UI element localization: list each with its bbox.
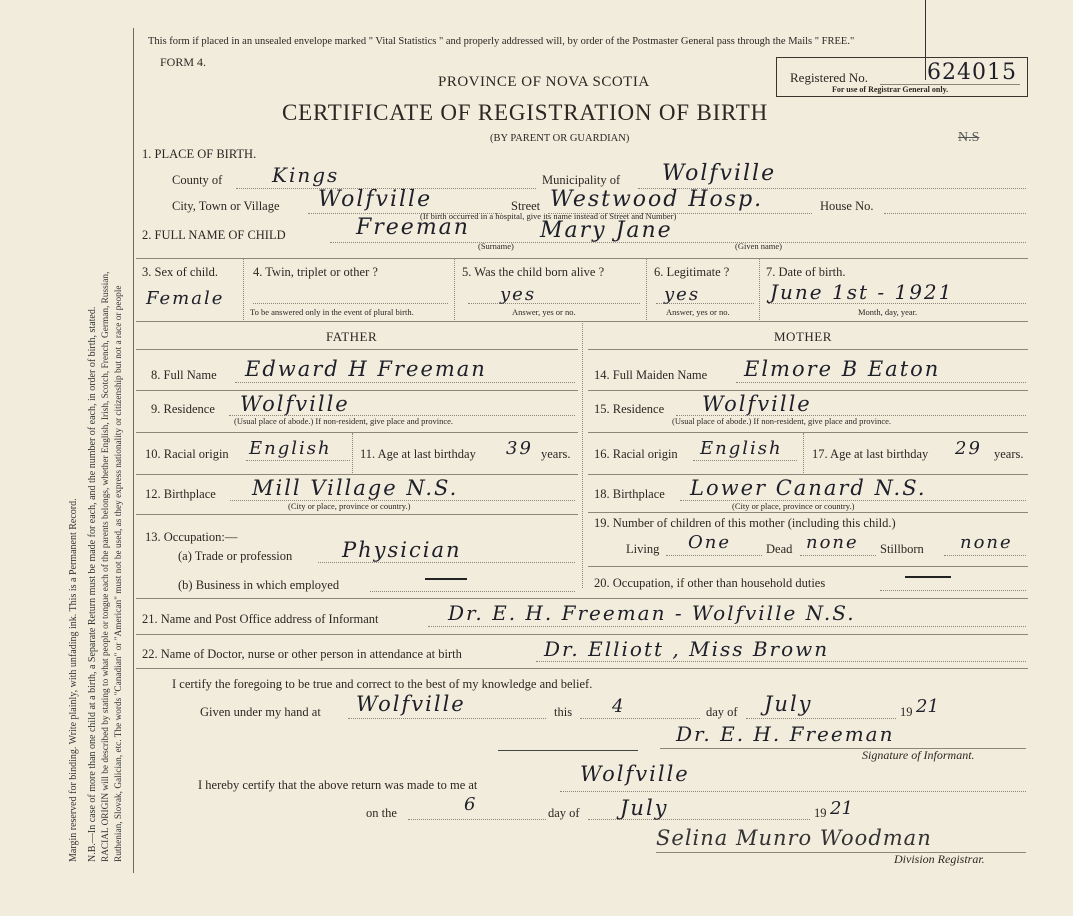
dead-label: Dead (766, 542, 793, 556)
div-3-4 (243, 258, 244, 320)
doctor-label: 22. Name of Doctor, nurse or other person in attendance at birth (142, 647, 462, 661)
div-6-7 (759, 258, 760, 320)
twin-line (253, 303, 448, 304)
registrar-day-of: day of (548, 806, 580, 820)
year-prefix: 19 (900, 705, 913, 719)
mother-residence-value: Wolfville (702, 392, 812, 416)
mother-occ-line (880, 590, 1026, 591)
alive-line (468, 303, 640, 304)
alive-label: 5. Was the child born alive ? (462, 265, 605, 279)
alive-note: Answer, yes or no. (512, 307, 576, 317)
mother-race-label: 16. Racial origin (594, 447, 678, 461)
given-year: 21 (916, 696, 939, 717)
street-label: Street (511, 199, 541, 213)
margin-note-1: Margin reserved for binding. Write plainly, with unfading ink. This is a Permanent Record. (68, 498, 79, 862)
page-subtitle: (BY PARENT OR GUARDIAN) (490, 133, 630, 144)
pen-stroke (925, 0, 926, 80)
given-line (348, 718, 546, 719)
given-day: 4 (612, 696, 626, 717)
month-line (746, 718, 896, 719)
registrar-year-prefix: 19 (814, 806, 827, 820)
father-age-label: 11. Age at last birthday (360, 447, 476, 461)
father-heading: FATHER (326, 329, 378, 344)
certify-statement: I certify the foregoing to be true and correct to the best of my knowledge and belief. (172, 677, 593, 691)
this-label: this (554, 705, 573, 719)
registrar-day: 6 (464, 794, 478, 815)
mother-birthplace-note: (City or place, province or country.) (732, 501, 855, 511)
living-label: Living (626, 542, 660, 556)
mother-birthplace-value: Lower Canard N.S. (690, 476, 927, 500)
stillborn-line (944, 555, 1026, 556)
mother-age-value: 29 (955, 438, 982, 459)
house-label: House No. (820, 199, 874, 213)
province-title: PROVINCE OF NOVA SCOTIA (438, 74, 650, 90)
rule-father (136, 349, 578, 350)
business-dash (425, 578, 467, 580)
postal-notice: This form if placed in an unsealed envelope marked " Vital Statistics " and properly addressed will, by order of the Postmaster General pass through the Mails " FREE." (148, 36, 855, 47)
occupation-label: 13. Occupation:— (145, 530, 238, 544)
given-label: Given under my hand at (200, 705, 321, 719)
father-name-line (235, 382, 575, 383)
margin-note-2: N.B.—In case of more than one child at a birth, a Separate Return must be made for each, and the number of each, in order of birth, stated. (87, 306, 98, 862)
father-residence-note: (Usual place of abode.) If non-resident, give place and province. (234, 416, 454, 426)
mother-race-divider (803, 433, 804, 473)
registered-number: 624015 (927, 60, 1017, 85)
trade-label: (a) Trade or profession (178, 549, 293, 563)
children-label: 19. Number of children of this mother (including this child.) (594, 516, 896, 530)
house-line (884, 213, 1026, 214)
surname-note: (Surname) (478, 241, 514, 251)
legit-note: Answer, yes or no. (666, 307, 730, 317)
city-value: Wolfville (318, 187, 433, 212)
margin-note-4: Ruthenian, Slovak, Galician, etc. The words "Canadian" or "American" must not be used, as they express nationality or citizenship but not a race or people (114, 285, 124, 862)
given-name-note: (Given name) (735, 241, 782, 251)
rule-row3-top (136, 258, 1028, 259)
stillborn-value: none (960, 532, 1013, 553)
day-of-label: day of (706, 705, 738, 719)
doctor-value: Dr. Elliott , Miss Brown (544, 637, 830, 661)
father-birthplace-value: Mill Village N.S. (252, 476, 459, 500)
mother-heading: MOTHER (774, 329, 832, 344)
father-race-label: 10. Racial origin (145, 447, 229, 461)
place-heading: 1. PLACE OF BIRTH. (142, 147, 257, 161)
rule-parents-bottom (136, 598, 1028, 599)
given-month: July (764, 692, 813, 716)
doctor-line (536, 661, 1026, 662)
rule-m5 (588, 566, 1028, 567)
mother-years: years. (994, 447, 1024, 461)
mother-occ-dash (905, 576, 951, 578)
rule-mother (588, 349, 1028, 350)
child-name-label: 2. FULL NAME OF CHILD (142, 228, 286, 242)
trade-line (318, 562, 575, 563)
mother-name-line (736, 382, 1026, 383)
legitimate-value: yes (664, 284, 701, 305)
child-given-name: Mary Jane (540, 218, 673, 243)
hospital-note: (If birth occurred in a hospital, give its name instead of Street and Number) (420, 211, 677, 221)
municipality-label: Municipality of (542, 173, 621, 187)
rule-m3 (588, 474, 1028, 475)
registrar-sig-label: Division Registrar. (894, 852, 985, 866)
child-surname: Freeman (356, 215, 470, 240)
child-name-line (330, 242, 1026, 243)
given-value: Wolfville (356, 692, 466, 716)
father-name-label: 8. Full Name (151, 368, 217, 382)
registrar-month: July (620, 796, 669, 820)
father-race-line (246, 460, 350, 461)
rule-21 (136, 634, 1028, 635)
mother-occupation-label: 20. Occupation, if other than household duties (594, 576, 826, 590)
father-race-value: English (249, 438, 332, 459)
registrar-signature: Selina Munro Woodman (656, 826, 932, 850)
twin-note: To be answered only in the event of plural birth. (250, 307, 414, 317)
mother-race-value: English (700, 438, 783, 459)
parents-divider (582, 323, 583, 588)
living-line (666, 555, 762, 556)
father-birthplace-label: 12. Birthplace (145, 487, 216, 501)
rule-f2 (136, 432, 578, 433)
margin-note-3: RACIAL ORIGIN will be described by stating to what people or tongue each of the parents belongs, whether English, Irish, Scotch, French, German, Russian, (101, 271, 111, 862)
legitimate-label: 6. Legitimate ? (654, 265, 730, 279)
div-4-5 (454, 258, 455, 320)
seal-line (498, 750, 638, 751)
father-race-divider (352, 433, 353, 473)
rule-f4 (136, 514, 578, 515)
registrar-statement: I hereby certify that the above return was made to me at (198, 778, 478, 792)
father-residence-label: 9. Residence (151, 402, 215, 416)
trade-value: Physician (342, 538, 462, 562)
mother-residence-label: 15. Residence (594, 402, 665, 416)
sex-value: Female (146, 288, 225, 309)
alive-value: yes (500, 284, 537, 305)
page-title: CERTIFICATE OF REGISTRATION OF BIRTH (282, 100, 769, 125)
mother-residence-note: (Usual place of abode.) If non-resident, give place and province. (672, 416, 892, 426)
dead-value: none (806, 532, 859, 553)
mother-race-line (693, 460, 797, 461)
registrar-day-line (408, 819, 546, 820)
father-years: years. (541, 447, 571, 461)
rule-f1 (136, 390, 578, 391)
corner-mark: N.S (958, 130, 980, 145)
informant-value: Dr. E. H. Freeman - Wolfville N.S. (448, 601, 856, 625)
informant-line (428, 626, 1026, 627)
registered-label: Registered No. (790, 70, 868, 85)
mother-name-label: 14. Full Maiden Name (594, 368, 708, 382)
father-age-value: 39 (506, 438, 533, 459)
mother-birthplace-label: 18. Birthplace (594, 487, 665, 501)
father-name-value: Edward H Freeman (245, 357, 487, 381)
rule-row3-bottom (136, 321, 1028, 322)
mother-age-label: 17. Age at last birthday (812, 447, 929, 461)
day-line (580, 718, 700, 719)
on-the-label: on the (366, 806, 397, 820)
living-value: One (688, 532, 732, 553)
informant-label: 21. Name and Post Office address of Informant (142, 612, 379, 626)
registrar-place-line (560, 791, 1026, 792)
informant-signature: Dr. E. H. Freeman (676, 722, 895, 746)
municipality-value: Wolfville (662, 161, 777, 186)
dob-value: June 1st - 1921 (770, 280, 954, 304)
rule-f3 (136, 474, 578, 475)
business-line (370, 591, 575, 592)
div-5-6 (646, 258, 647, 320)
registrar-place: Wolfville (580, 762, 690, 786)
rule-m4 (588, 512, 1028, 513)
twin-label: 4. Twin, triplet or other ? (253, 265, 378, 279)
street-value: Westwood Hosp. (550, 187, 764, 212)
registrar-year: 21 (830, 798, 853, 819)
form-number: FORM 4. (160, 55, 207, 69)
rule-m1 (588, 390, 1028, 391)
county-label: County of (172, 173, 223, 187)
father-residence-value: Wolfville (240, 392, 350, 416)
business-label: (b) Business in which employed (178, 578, 340, 592)
stillborn-label: Stillborn (880, 542, 924, 556)
rule-22 (136, 668, 1028, 669)
mother-name-value: Elmore B Eaton (744, 357, 941, 381)
rule-m2 (588, 432, 1028, 433)
father-birthplace-note: (City or place, province or country.) (288, 501, 411, 511)
city-label: City, Town or Village (172, 199, 280, 213)
dob-note: Month, day, year. (858, 307, 918, 317)
informant-sig-label: Signature of Informant. (862, 748, 975, 762)
county-value: Kings (272, 163, 340, 187)
dob-label: 7. Date of birth. (766, 265, 846, 279)
dead-line (800, 555, 876, 556)
sex-label: 3. Sex of child. (142, 265, 219, 279)
margin-rule (133, 28, 134, 873)
registrar-note: For use of Registrar General only. (832, 85, 949, 94)
